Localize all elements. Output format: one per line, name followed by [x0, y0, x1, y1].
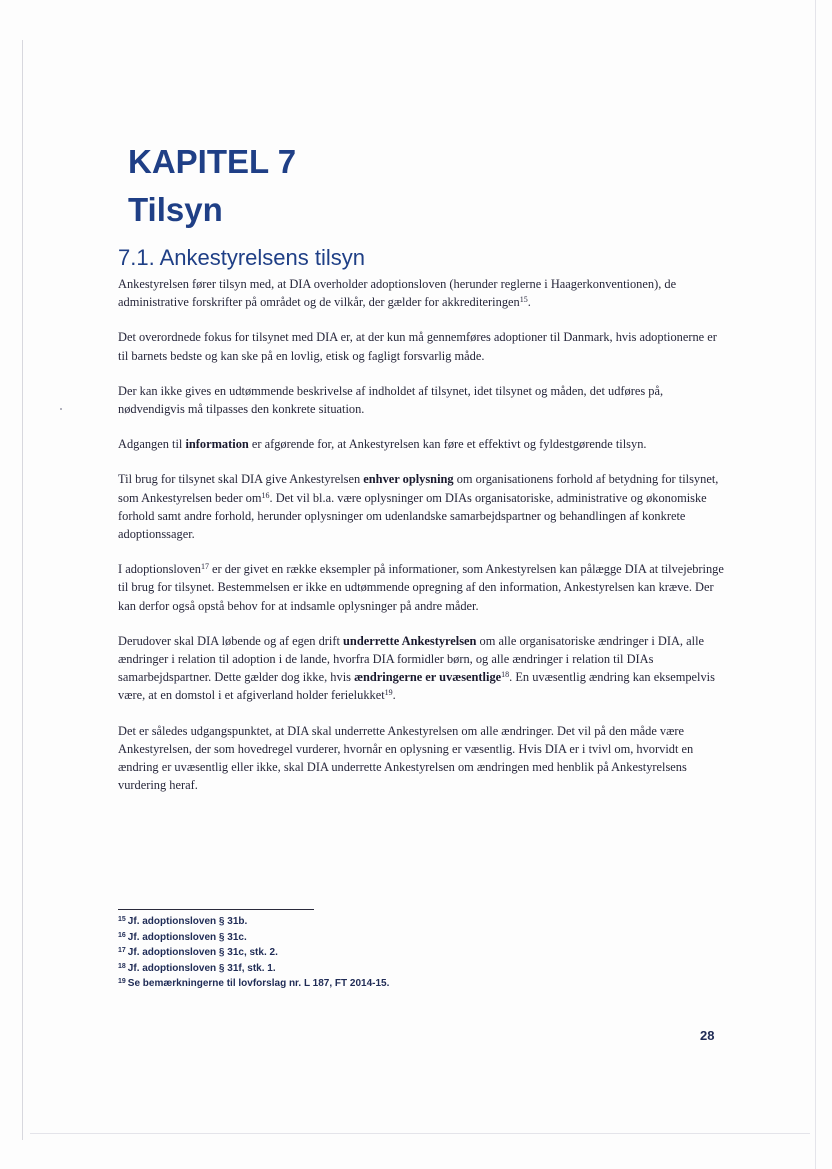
paragraph-2: Det overordnede fokus for tilsynet med DIA er, at der kun må gennemføres adoptioner til Danmark, hvis adoptionerne er til barnets bedste og kan ske på en lovlig, etisk og fagligt forsvarlig måde. — [118, 330, 717, 363]
footnote-separator — [118, 909, 314, 910]
paragraph-5 — [118, 470, 730, 543]
footnote-17 — [118, 945, 618, 961]
paragraph-4-after: er afgørende for, at Ankestyrelsen kan føre et effektivt og fyldestgørende tilsyn. — [248, 437, 647, 452]
footnote-number: 15 — [118, 916, 126, 923]
paragraph-1-end: . — [527, 295, 531, 310]
footnotes — [118, 914, 618, 992]
footnote-ref-17[interactable]: 17 — [200, 562, 209, 572]
paragraph-7-middle: om alle organisatoriske ændringer i DIA, alle ændringer i relation til adoption i de lande, hvorfra DIA formidler børn, og alle ændringer i relation til DIAs samarbejdspartner. Dette gælder dog ikke, hvis — [118, 633, 705, 685]
paragraph-7 — [118, 632, 730, 705]
footnote-text: Jf. adoptionsloven § 31c, stk. 2. — [127, 947, 278, 958]
paragraph-1-text: Ankestyrelsen fører tilsyn med, at DIA overholder adoptionsloven (herunder reglerne i Haagerkonventionen), de administrative forskrifter på området og de vilkår, der gælder for akkrediteringen — [118, 277, 677, 310]
footnote-ref-15[interactable]: 15 — [519, 295, 528, 305]
scan-speck — [60, 408, 62, 410]
footnote-number: 18 — [118, 962, 126, 970]
footnote-text: Jf. adoptionsloven § 31b. — [127, 916, 248, 927]
chapter-subtitle: Tilsyn — [128, 191, 223, 228]
paragraph-7-before: Derudover skal DIA løbende og af egen drift — [118, 633, 344, 648]
paragraph-4 — [118, 435, 730, 453]
paragraph-5-middle: om organisationens forhold af betydning for tilsynet, som Ankestyrelsen beder om — [118, 472, 719, 505]
paragraph-1 — [118, 275, 730, 311]
paragraph-4-before: Adgangen til — [118, 437, 186, 452]
paragraph-3: Der kan ikke gives en udtømmende beskrivelse af indholdet af tilsynet, idet tilsynet og måden, det udføres på, nødvendigvis må tilpasses den konkrete situation. — [118, 383, 664, 417]
page-number: 28 — [700, 1028, 715, 1043]
section-title: 7.1. Ankestyrelsens tilsyn — [118, 245, 366, 270]
footnote-text: Se bemærkningerne til lovforslag nr. L 187, FT 2014-15. — [127, 978, 390, 989]
footnote-number: 16 — [118, 931, 126, 939]
paragraph-5-after: . Det vil bl.a. være oplysninger om DIAs organisatoriske, administrative og økonomiske forhold samt andre forhold, herunder oplysninger om udenlandske samarbejdspartner og behandlingen af konkrete adoptionssager. — [118, 490, 707, 542]
paragraph-6 — [118, 560, 730, 615]
footnote-ref-19[interactable]: 19 — [384, 688, 393, 698]
paragraph-7-bold-1: underrette Ankestyrelsen — [343, 633, 477, 648]
footnote-16 — [118, 930, 618, 946]
paragraph-4-bold: information — [185, 437, 249, 452]
page-edge-right — [815, 0, 816, 1169]
footnote-15 — [118, 914, 618, 930]
paragraph-7-end: . — [392, 688, 396, 703]
footnote-ref-16[interactable]: 16 — [261, 490, 270, 500]
footnote-18 — [118, 961, 618, 977]
chapter-title: KAPITEL 7 — [128, 143, 297, 180]
footnote-text: Jf. adoptionsloven § 31f, stk. 1. — [127, 962, 276, 974]
body-text — [118, 275, 730, 811]
page-edge-left — [22, 40, 23, 1140]
footnote-number: 19 — [118, 978, 126, 985]
footnote-number: 17 — [118, 947, 126, 954]
paragraph-7-bold-2: ændringerne er uvæsentlige — [354, 670, 502, 685]
paragraph-5-bold: enhver oplysning — [363, 472, 454, 487]
paragraph-7-middle-2: . En uvæsentlig ændring kan eksempelvis være, at en domstol i et afgiverland holder ferielukket — [118, 670, 715, 703]
paragraph-6-after: er der givet en række eksempler på informationer, som Ankestyrelsen kan pålægge DIA at tilvejebringe til brug for tilsynet. Bestemmelsen er ikke en udtømmende opregning af den information, Ankestyrelsen kan kræve. Der kan derfor også opstå behov for at indsamle oplysninger på andre måder. — [118, 562, 724, 613]
paragraph-8: Det er således udgangspunktet, at DIA skal underrette Ankestyrelsen om alle ændringer. Det vil på den måde være Ankestyrelsen, der som hovedregel vurderer, hvornår en oplysning er væsentlig. Hvis DIA er i tvivl om, hvorvidt en ændring er uvæsentlig eller ikke, skal DIA underrette Ankestyrelsen om ændringen med henblik på Ankestyrelsens vurdering heraf. — [118, 723, 694, 793]
paragraph-6-before: I adoptionsloven — [118, 562, 201, 577]
footnote-19 — [118, 976, 618, 992]
footnote-ref-18[interactable]: 18 — [501, 670, 510, 680]
footnote-text: Jf. adoptionsloven § 31c. — [127, 931, 247, 943]
paragraph-5-before: Til brug for tilsynet skal DIA give Ankestyrelsen — [118, 472, 364, 487]
page-edge-bottom — [30, 1133, 810, 1134]
